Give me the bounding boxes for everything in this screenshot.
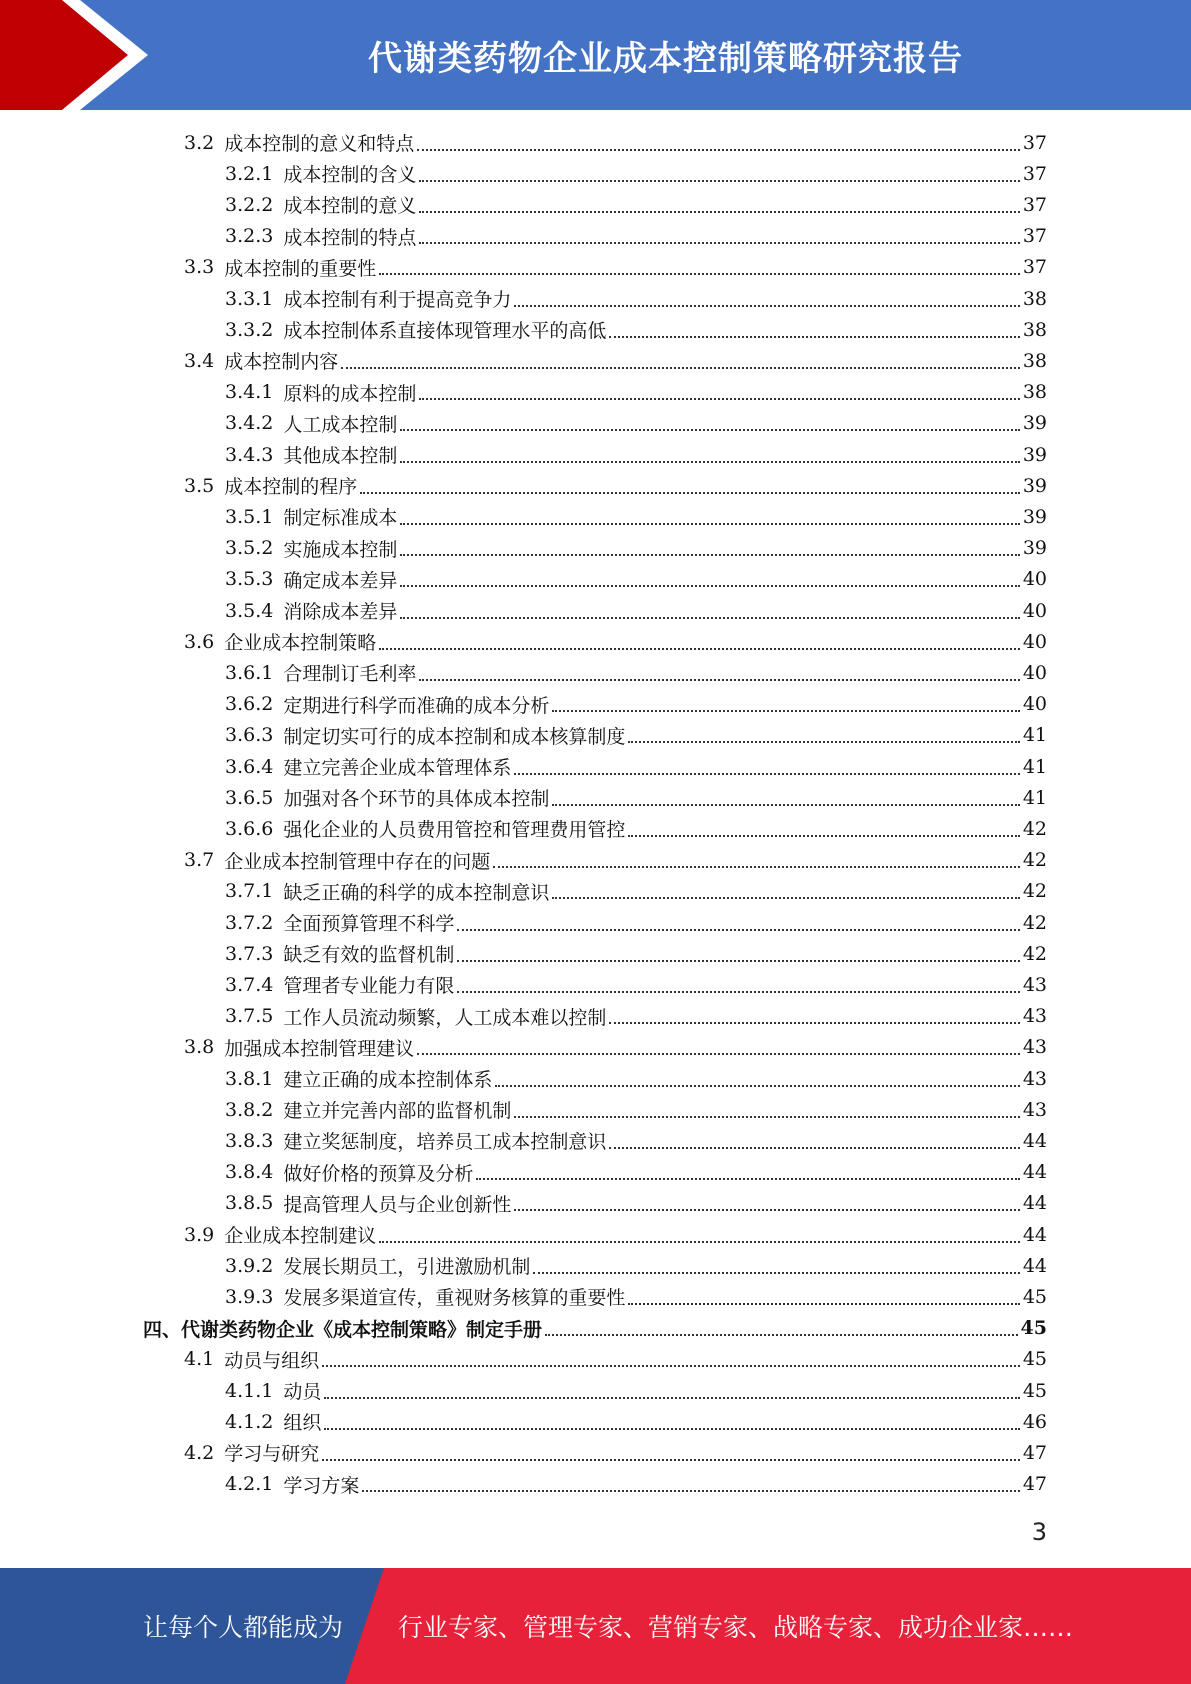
toc-entry-title: 成本控制有利于提高竞争力 [283,289,512,311]
toc-entry-title: 强化企业的人员费用管控和管理费用管控 [283,819,626,842]
toc-entry-number: 3.6 [184,630,215,653]
toc-entry[interactable] [225,876,1047,907]
toc-dot-leader [552,804,1019,806]
toc-entry-title: 成本控制的程序 [224,476,358,499]
toc-entry-page: 44 [1022,1161,1047,1184]
toc-entry[interactable] [225,314,1047,345]
toc-entry-page: 37 [1022,131,1047,154]
toc-entry-title: 其他成本控制 [283,445,398,467]
toc-entry-page: 43 [1022,1005,1047,1028]
toc-entry-number: 4.2.1 [225,1473,274,1496]
toc-entry-page: 41 [1022,755,1047,778]
toc-entry-page: 39 [1022,443,1047,466]
toc-dot-leader [417,1053,1020,1055]
toc-dot-leader [493,866,1020,868]
toc-entry-title: 加强成本控制管理建议 [224,1037,415,1060]
toc-entry-number: 3.7.2 [225,911,274,934]
toc-entry-number: 3.2.3 [225,225,274,248]
toc-entry-page: 45 [1022,1348,1047,1371]
toc-entry[interactable] [184,470,1047,501]
toc-entry-number: 3.5 [184,474,215,497]
toc-entry[interactable] [143,1313,1047,1344]
toc-entry-page: 37 [1022,256,1047,279]
toc-dot-leader [419,679,1019,681]
toc-entry-number: 3.7.5 [225,1005,274,1028]
toc-entry-title: 全面预算管理不科学 [283,913,455,935]
toc-dot-leader [419,211,1019,213]
toc-dot-leader [419,180,1019,182]
toc-entry[interactable] [225,1001,1047,1032]
toc-dot-leader [552,710,1019,712]
toc-entry-title: 企业成本控制策略 [224,632,377,655]
toc-dot-leader [400,585,1019,587]
toc-dot-leader [419,398,1019,400]
toc-entry-number: 3.3.2 [225,318,274,341]
toc-entry-number: 3.6.3 [225,724,274,747]
toc-entry[interactable] [225,1188,1047,1219]
toc-dot-leader [552,897,1019,899]
toc-dot-leader [457,929,1019,931]
toc-dot-leader [457,991,1019,993]
toc-entry-number: 3.7.3 [225,942,274,965]
toc-entry[interactable] [225,1063,1047,1094]
toc-dot-leader [609,336,1019,338]
toc-entry[interactable] [184,127,1047,158]
toc-entry-title: 成本控制体系直接体现管理水平的高低 [283,320,607,343]
toc-dot-leader [628,1303,1019,1305]
toc-dot-leader [545,1334,1018,1336]
toc-dot-leader [379,1241,1020,1243]
toc-entry-page: 45 [1022,1379,1047,1402]
toc-entry-number: 4.1 [184,1348,215,1371]
toc-entry-page: 43 [1022,1067,1047,1090]
toc-entry-title: 发展多渠道宣传，重视财务核算的重要性 [283,1287,626,1310]
toc-entry-title: 做好价格的预算及分析 [283,1162,474,1185]
toc-entry[interactable] [225,221,1047,252]
toc-dot-leader [322,1365,1020,1367]
toc-entry-number: 3.8.1 [225,1067,274,1090]
toc-entry-page: 40 [1022,599,1047,622]
toc-entry[interactable] [225,595,1047,626]
toc-entry-page: 44 [1022,1223,1047,1246]
toc-entry-page: 38 [1022,349,1047,372]
toc-entry-page: 45 [1022,1285,1047,1308]
toc-entry-title: 消除成本差异 [283,601,398,623]
toc-entry-page: 42 [1022,817,1047,840]
toc-entry-number: 3.4.3 [225,443,274,466]
toc-dot-leader [514,1209,1019,1211]
toc-entry[interactable] [225,1125,1047,1156]
toc-entry[interactable] [225,158,1047,189]
toc-entry-title: 建立正确的成本控制体系 [283,1069,493,1091]
toc-entry-page: 43 [1022,1036,1047,1059]
toc-entry-number: 3.5.3 [225,568,274,591]
footer-slogan-right: 行业专家、管理专家、营销专家、战略专家、成功企业家…… [398,1613,1074,1642]
toc-entry-title: 成本控制的特点 [283,226,417,249]
toc-entry-title: 学习方案 [283,1474,360,1497]
toc-entry-title: 学习与研究 [224,1443,320,1466]
toc-entry[interactable] [184,845,1047,876]
toc-entry[interactable] [225,189,1047,220]
toc-entry[interactable] [225,751,1047,782]
toc-entry[interactable] [225,1094,1047,1125]
toc-entry-page: 37 [1022,162,1047,185]
toc-entry-page: 39 [1022,537,1047,560]
toc-entry-page: 38 [1022,287,1047,310]
toc-entry[interactable] [225,938,1047,969]
toc-entry-page: 41 [1022,786,1047,809]
toc-entry-title: 人工成本控制 [283,413,398,436]
toc-entry-number: 3.4.2 [225,412,274,435]
toc-entry-page: 41 [1022,724,1047,747]
document-title: 代谢类药物企业成本控制策略研究报告 [368,38,963,79]
toc-entry-title: 动员 [283,1381,322,1403]
toc-entry-title: 合理制订毛利率 [283,663,417,686]
toc-entry-number: 3.8.3 [225,1129,274,1152]
toc-entry-number: 3.8.5 [225,1192,274,1215]
toc-entry[interactable] [225,813,1047,844]
toc-entry[interactable] [225,408,1047,439]
toc-entry-page: 42 [1022,849,1047,872]
page-footer [0,1568,1191,1684]
toc-entry-title: 管理者专业能力有限 [283,975,455,998]
toc-entry-title: 加强对各个环节的具体成本控制 [283,788,550,811]
toc-entry-number: 3.6.4 [225,755,274,778]
toc-entry-number: 3.4.1 [225,381,274,404]
toc-entry[interactable] [225,283,1047,314]
toc-entry-number: 3.5.4 [225,599,274,622]
toc-entry-title: 四、代谢类药物企业《成本控制策略》制定手册 [143,1318,543,1341]
toc-entry[interactable] [225,439,1047,470]
toc-dot-leader [379,648,1020,650]
toc-entry-page: 40 [1022,661,1047,684]
toc-entry[interactable] [225,689,1047,720]
toc-dot-leader [362,1490,1019,1492]
toc-entry-number: 3.2.1 [225,162,274,185]
toc-dot-leader [400,554,1019,556]
toc-entry-number: 3.8.2 [225,1098,274,1121]
toc-entry-page: 42 [1022,942,1047,965]
toc-dot-leader [628,835,1019,837]
toc-entry[interactable] [225,1281,1047,1312]
toc-entry[interactable] [184,1032,1047,1063]
page-number: 3 [1031,1518,1047,1546]
toc-entry-title: 制定标准成本 [283,507,398,530]
toc-entry-number: 3.2.2 [225,193,274,216]
toc-entry-title: 成本控制的意义 [283,195,417,218]
toc-entry-page: 45 [1020,1317,1047,1340]
toc-entry-number: 3.7.1 [225,880,274,903]
toc-entry[interactable] [184,1437,1047,1468]
page-header [0,0,1191,110]
toc-entry-page: 42 [1022,880,1047,903]
toc-entry-page: 39 [1022,505,1047,528]
toc-dot-leader [400,523,1019,525]
toc-entry[interactable] [184,1344,1047,1375]
toc-entry-number: 3.6.6 [225,817,274,840]
toc-entry-number: 3.3.1 [225,287,274,310]
toc-entry-page: 37 [1022,193,1047,216]
toc-entry-title: 成本控制的意义和特点 [224,133,415,155]
toc-entry-title: 组织 [283,1412,322,1435]
toc-entry-number: 3.9 [184,1223,215,1246]
toc-entry-page: 46 [1022,1410,1047,1433]
toc-dot-leader [400,429,1019,431]
toc-entry[interactable] [225,657,1047,688]
toc-entry-title: 提高管理人员与企业创新性 [283,1193,512,1216]
toc-entry-title: 实施成本控制 [283,538,398,561]
header-arrow-icon [0,0,160,110]
toc-dot-leader [476,1178,1019,1180]
toc-entry[interactable] [225,377,1047,408]
toc-entry-title: 发展长期员工，引进激励机制 [283,1256,531,1279]
toc-entry-page: 47 [1022,1473,1047,1496]
toc-entry[interactable] [184,1219,1047,1250]
toc-entry-number: 3.5.2 [225,537,274,560]
toc-dot-leader [379,273,1020,275]
toc-entry-page: 39 [1022,474,1047,497]
toc-entry-page: 40 [1022,693,1047,716]
toc-entry-page: 44 [1022,1192,1047,1215]
toc-dot-leader [324,1397,1019,1399]
toc-entry-title: 成本控制的含义 [283,164,417,187]
toc-entry-title: 企业成本控制管理中存在的问题 [224,850,491,873]
toc-entry-page: 38 [1022,381,1047,404]
toc-entry[interactable] [225,969,1047,1000]
toc-entry-number: 3.6.1 [225,661,274,684]
toc-entry[interactable] [225,501,1047,532]
toc-entry-title: 成本控制的重要性 [224,257,377,280]
toc-entry-page: 39 [1022,412,1047,435]
toc-entry[interactable] [225,1469,1047,1500]
toc-entry-page: 40 [1022,568,1047,591]
toc-entry-title: 缺乏有效的监督机制 [283,944,455,967]
toc-entry-page: 44 [1022,1254,1047,1277]
toc-dot-leader [609,1147,1019,1149]
toc-entry-title: 定期进行科学而准确的成本分析 [283,694,550,717]
toc-entry-number: 4.2 [184,1441,215,1464]
toc-entry-number: 4.1.2 [225,1410,274,1433]
toc-entry-title: 企业成本控制建议 [224,1225,377,1247]
toc-entry[interactable] [184,626,1047,657]
toc-entry[interactable] [184,252,1047,283]
toc-entry-title: 建立完善企业成本管理体系 [283,757,512,779]
toc-entry-title: 制定切实可行的成本控制和成本核算制度 [283,725,626,748]
toc-entry-title: 原料的成本控制 [283,382,417,405]
toc-entry-page: 44 [1022,1129,1047,1152]
toc-dot-leader [400,461,1019,463]
footer-slogan-left: 让每个人都能成为 [143,1613,344,1642]
toc-entry[interactable] [225,720,1047,751]
toc-entry-page: 47 [1022,1441,1047,1464]
toc-entry[interactable] [225,1157,1047,1188]
toc-entry-title: 建立奖惩制度，培养员工成本控制意识 [283,1131,607,1154]
toc-dot-leader [419,242,1019,244]
toc-entry-page: 37 [1022,225,1047,248]
toc-entry-number: 3.5.1 [225,505,274,528]
toc-entry[interactable] [225,533,1047,564]
toc-entry-number: 4.1.1 [225,1379,274,1402]
toc-entry-page: 43 [1022,1098,1047,1121]
toc-entry[interactable] [225,1375,1047,1406]
toc-dot-leader [533,1272,1019,1274]
toc-entry-number: 3.8 [184,1036,215,1059]
toc-dot-leader [400,617,1019,619]
toc-dot-leader [514,1116,1019,1118]
toc-entry-title: 动员与组织 [224,1349,320,1372]
toc-entry-number: 3.6.5 [225,786,274,809]
toc-dot-leader [360,492,1020,494]
toc-entry-title: 建立并完善内部的监督机制 [283,1100,512,1123]
toc-entry[interactable] [225,907,1047,938]
toc-entry[interactable] [225,1250,1047,1281]
toc-entry-page: 40 [1022,630,1047,653]
toc-dot-leader [341,367,1020,369]
toc-entry-page: 43 [1022,973,1047,996]
toc-entry-number: 3.3 [184,256,215,279]
toc-entry-number: 3.9.2 [225,1254,274,1277]
toc-entry-number: 3.7 [184,849,215,872]
toc-entry-number: 3.8.4 [225,1161,274,1184]
toc-dot-leader [322,1459,1020,1461]
toc-entry-number: 3.2 [184,131,215,154]
toc-entry-title: 确定成本差异 [283,569,398,592]
toc-entry-page: 42 [1022,911,1047,934]
toc-entry-number: 3.4 [184,349,215,372]
toc-dot-leader [457,960,1019,962]
toc-dot-leader [628,741,1019,743]
toc-entry[interactable] [225,1406,1047,1437]
toc-entry-title: 工作人员流动频繁，人工成本难以控制 [283,1006,607,1029]
toc-entry-number: 3.9.3 [225,1285,274,1308]
toc-entry[interactable] [184,345,1047,376]
toc-dot-leader [514,773,1019,775]
toc-dot-leader [609,1022,1019,1024]
toc-entry-page: 38 [1022,318,1047,341]
toc-dot-leader [417,149,1020,151]
toc-dot-leader [495,1085,1019,1087]
toc-entry-number: 3.7.4 [225,973,274,996]
toc-entry-title: 成本控制内容 [224,351,339,374]
toc-entry-number: 3.6.2 [225,693,274,716]
toc-entry[interactable] [225,782,1047,813]
toc-entry-title: 缺乏正确的科学的成本控制意识 [283,881,550,904]
toc-entry[interactable] [225,564,1047,595]
toc-dot-leader [514,305,1019,307]
toc-dot-leader [324,1428,1019,1430]
